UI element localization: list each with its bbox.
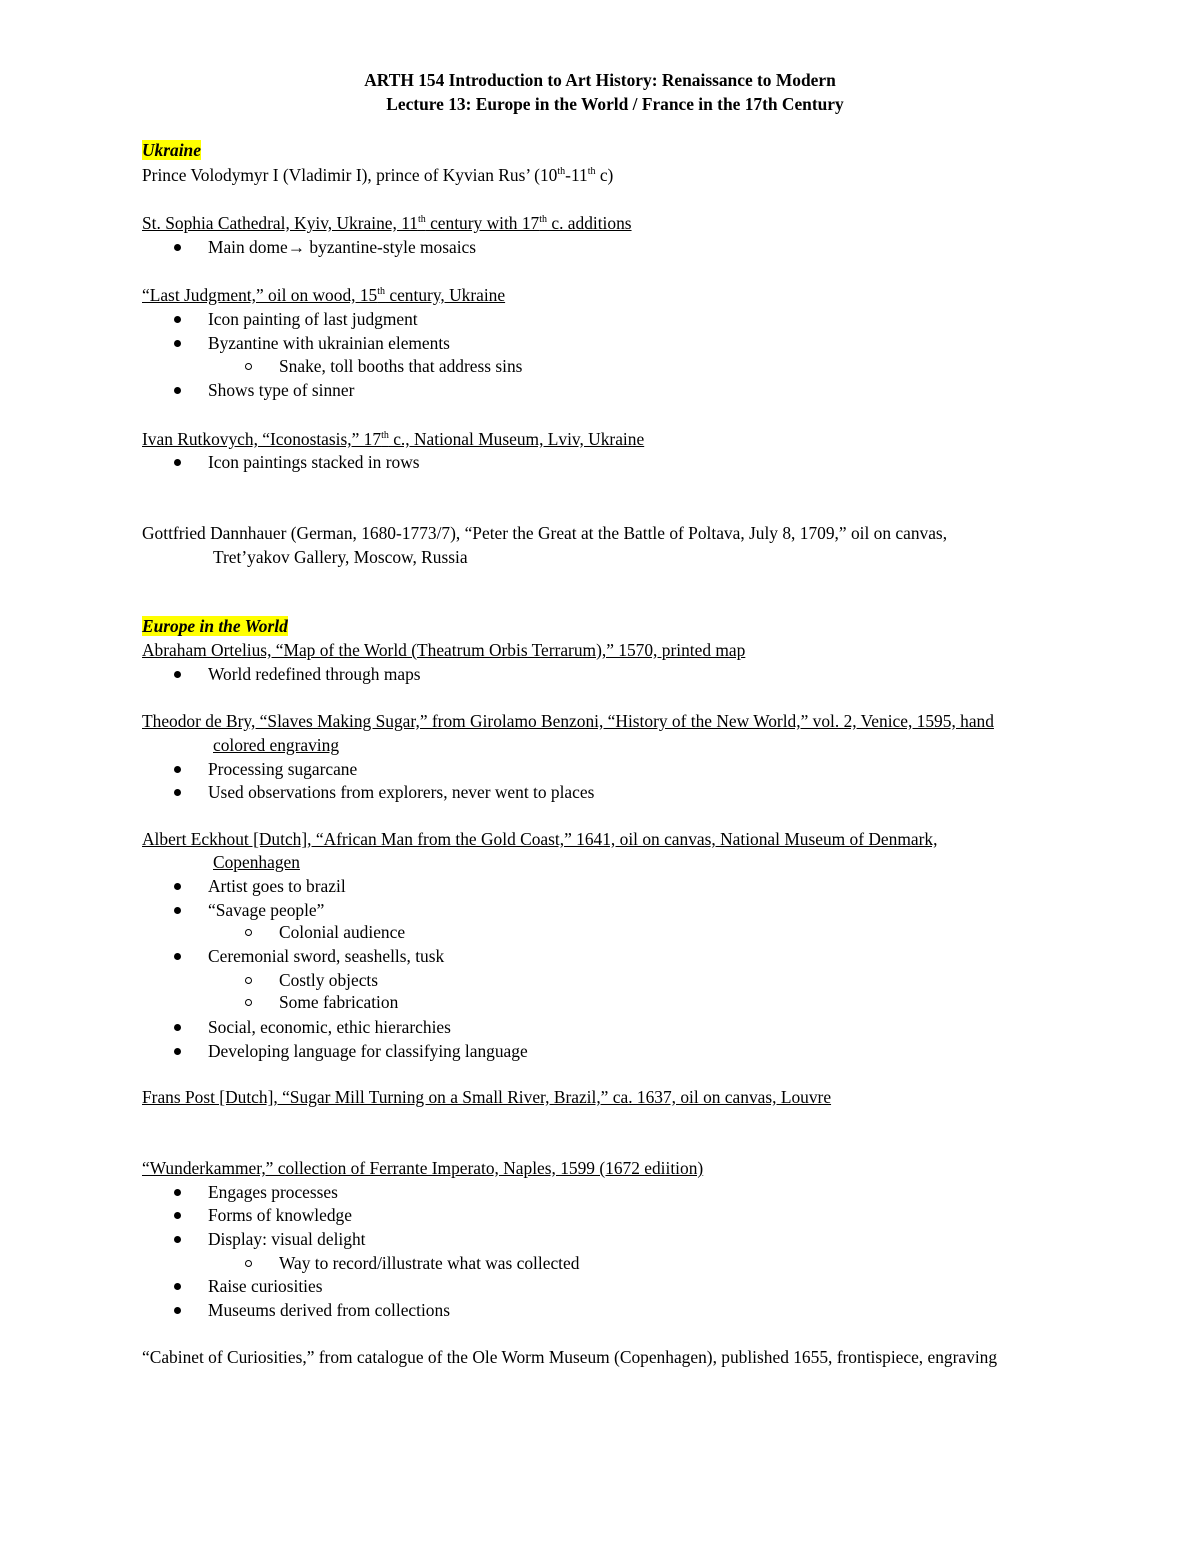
bullet-icon	[174, 953, 181, 960]
list-item: Main dome→ byzantine-style mosaics	[208, 237, 477, 257]
list-item: Raise curiosities	[208, 1276, 323, 1296]
bullet-icon	[174, 1189, 181, 1196]
artwork-eckhout: Albert Eckhout [Dutch], “African Man from the Gold Coast,” 1641, oil on canvas, National Museum of Denmark,	[142, 829, 938, 849]
list-item: “Savage people”	[208, 900, 325, 920]
list-item: Forms of knowledge	[208, 1205, 352, 1225]
artwork-dannhauer: Gottfried Dannhauer (German, 1680-1773/7), “Peter the Great at the Battle of Poltava, July 8, 1709,” oil on canvas,	[142, 523, 948, 543]
list-item: Social, economic, ethic hierarchies	[208, 1017, 451, 1037]
list-item: Artist goes to brazil	[208, 876, 346, 896]
sub-bullet-icon	[245, 977, 252, 984]
sub-list-item: Snake, toll booths that address sins	[279, 356, 523, 376]
artwork-last-judgment: “Last Judgment,” oil on wood, 15th century, Ukraine	[142, 285, 506, 305]
bullet-icon	[174, 1048, 181, 1055]
bullet-icon	[174, 1236, 181, 1243]
list-item: World redefined through maps	[208, 664, 421, 684]
prince-line: Prince Volodymyr I (Vladimir I), prince of Kyvian Rus’ (10th-11th c)	[142, 165, 614, 185]
bullet-icon	[174, 244, 181, 251]
list-item: Developing language for classifying language	[208, 1041, 528, 1061]
list-item: Byzantine with ukrainian elements	[208, 333, 450, 353]
section-heading-europe	[142, 615, 288, 639]
list-item: Museums derived from collections	[208, 1300, 450, 1320]
bullet-icon	[174, 671, 181, 678]
artwork-iconostasis: Ivan Rutkovych, “Iconostasis,” 17th c., National Museum, Lviv, Ukraine	[142, 429, 645, 449]
bullet-icon	[174, 1212, 181, 1219]
artwork-eckhout-cont: Copenhagen	[213, 852, 300, 872]
bullet-icon	[174, 883, 181, 890]
europe-heading-text: Europe in the World	[142, 616, 288, 636]
bullet-icon	[174, 459, 181, 466]
sub-list-item: Way to record/illustrate what was collected	[279, 1253, 580, 1273]
bullet-icon	[174, 789, 181, 796]
bullet-icon	[174, 340, 181, 347]
list-item: Processing sugarcane	[208, 759, 358, 779]
bullet-icon	[174, 907, 181, 914]
list-item: Icon paintings stacked in rows	[208, 452, 420, 472]
sub-bullet-icon	[245, 363, 252, 370]
course-title: ARTH 154 Introduction to Art History: Renaissance to Modern	[364, 70, 836, 90]
artwork-st-sophia: St. Sophia Cathedral, Kyiv, Ukraine, 11th century with 17th c. additions	[142, 213, 632, 233]
list-item: Used observations from explorers, never went to places	[208, 782, 595, 802]
bullet-icon	[174, 1283, 181, 1290]
lecture-title: Lecture 13: Europe in the World / France in the 17th Century	[386, 94, 844, 114]
section-heading-ukraine	[142, 139, 201, 163]
artwork-de-bry-cont: colored engraving	[213, 735, 340, 755]
bullet-icon	[174, 766, 181, 773]
artwork-cabinet: “Cabinet of Curiosities,” from catalogue of the Ole Worm Museum (Copenhagen), published 1655, frontispiece, engraving	[142, 1347, 998, 1367]
list-item: Shows type of sinner	[208, 380, 355, 400]
sub-bullet-icon	[245, 999, 252, 1006]
bullet-icon	[174, 1307, 181, 1314]
sub-list-item: Some fabrication	[279, 992, 399, 1012]
ukraine-heading-text: Ukraine	[142, 140, 201, 160]
list-item: Icon painting of last judgment	[208, 309, 418, 329]
artwork-de-bry: Theodor de Bry, “Slaves Making Sugar,” from Girolamo Benzoni, “History of the New World,” vol. 2, Venice, 1595, hand	[142, 711, 994, 731]
sub-list-item: Colonial audience	[279, 922, 406, 942]
artwork-wunderkammer: “Wunderkammer,” collection of Ferrante Imperato, Naples, 1599 (1672 ediition)	[142, 1158, 704, 1178]
sub-bullet-icon	[245, 929, 252, 936]
artwork-ortelius: Abraham Ortelius, “Map of the World (Theatrum Orbis Terrarum),” 1570, printed map	[142, 640, 746, 660]
bullet-icon	[174, 387, 181, 394]
sub-bullet-icon	[245, 1260, 252, 1267]
sub-list-item: Costly objects	[279, 970, 379, 990]
artwork-dannhauer-cont: Tret’yakov Gallery, Moscow, Russia	[213, 547, 468, 567]
bullet-icon	[174, 1024, 181, 1031]
bullet-icon	[174, 316, 181, 323]
list-item: Engages processes	[208, 1182, 338, 1202]
list-item: Ceremonial sword, seashells, tusk	[208, 946, 445, 966]
artwork-post: Frans Post [Dutch], “Sugar Mill Turning on a Small River, Brazil,” ca. 1637, oil on canvas, Louvre	[142, 1087, 832, 1107]
list-item: Display: visual delight	[208, 1229, 366, 1249]
